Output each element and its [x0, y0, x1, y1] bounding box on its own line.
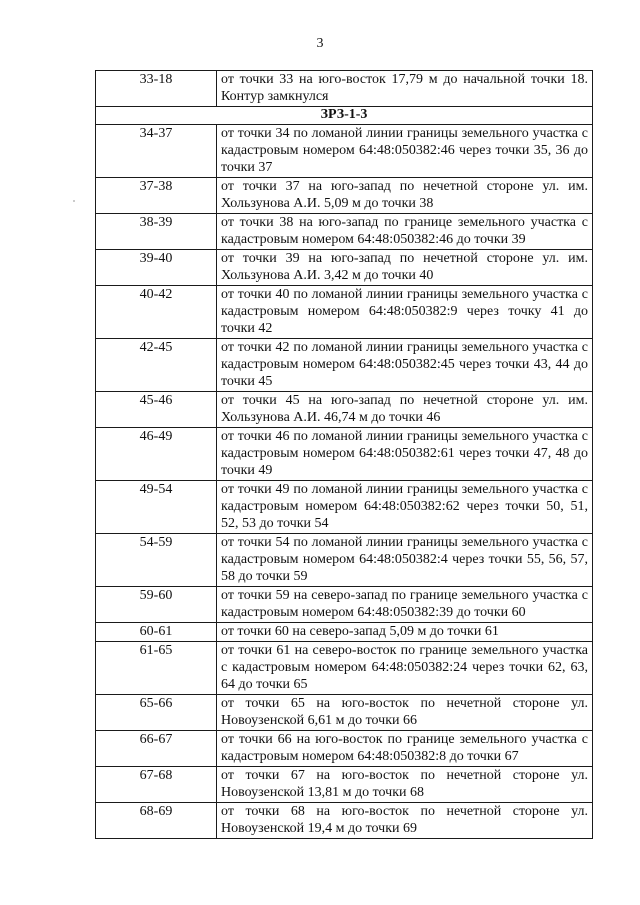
segment-cell: 40-42 — [96, 286, 217, 339]
table-row — [96, 125, 593, 178]
segment-cell: 65-66 — [96, 695, 217, 731]
description-cell: от точки 45 на юго-запад по нечетной стороне ул. им. Хользунова А.И. 46,74 м до точки 46 — [217, 392, 593, 428]
table-row — [96, 587, 593, 623]
description-cell: от точки 66 на юго-восток по границе земельного участка с кадастровым номером 64:48:050382:8 до точки 67 — [217, 731, 593, 767]
segment-cell: 66-67 — [96, 731, 217, 767]
table-row — [96, 695, 593, 731]
table-row — [96, 803, 593, 839]
table-row — [96, 286, 593, 339]
table-row — [96, 71, 593, 107]
segment-cell: 45-46 — [96, 392, 217, 428]
segment-cell: 38-39 — [96, 214, 217, 250]
table-row — [96, 428, 593, 481]
table-row — [96, 250, 593, 286]
description-cell: от точки 33 на юго-восток 17,79 м до начальной точки 18. Контур замкнулся — [217, 71, 593, 107]
description-cell: от точки 59 на северо-запад по границе земельного участка с кадастровым номером 64:48:050382:39 до точки 60 — [217, 587, 593, 623]
table-row — [96, 339, 593, 392]
table-row — [96, 642, 593, 695]
description-cell: от точки 37 на юго-запад по нечетной стороне ул. им. Хользунова А.И. 5,09 м до точки 38 — [217, 178, 593, 214]
page-number: 3 — [316, 36, 324, 51]
segment-cell: 60-61 — [96, 623, 217, 642]
description-cell: от точки 54 по ломаной линии границы земельного участка с кадастровым номером 64:48:050382:4 через точки 55, 56, 57, 58 до точки 59 — [217, 534, 593, 587]
table-row — [96, 623, 593, 642]
section-title: ЗРЗ-1-3 — [96, 107, 593, 125]
segment-cell: 61-65 — [96, 642, 217, 695]
segment-cell: 39-40 — [96, 250, 217, 286]
scan-speck — [73, 200, 75, 202]
description-cell: от точки 46 по ломаной линии границы земельного участка с кадастровым номером 64:48:050382:61 через точки 47, 48 до точки 49 — [217, 428, 593, 481]
segment-cell: 68-69 — [96, 803, 217, 839]
table-row — [96, 534, 593, 587]
segment-cell: 34-37 — [96, 125, 217, 178]
segment-cell: 67-68 — [96, 767, 217, 803]
segment-cell: 59-60 — [96, 587, 217, 623]
description-cell: от точки 60 на северо-запад 5,09 м до точки 61 — [217, 623, 593, 642]
description-cell: от точки 49 по ломаной линии границы земельного участка с кадастровым номером 64:48:050382:62 через точки 50, 51, 52, 53 до точки 54 — [217, 481, 593, 534]
table-body — [96, 71, 593, 839]
description-cell: от точки 42 по ломаной линии границы земельного участка с кадастровым номером 64:48:050382:45 через точки 43, 44 до точки 45 — [217, 339, 593, 392]
description-cell: от точки 38 на юго-запад по границе земельного участка с кадастровым номером 64:48:050382:46 до точки 39 — [217, 214, 593, 250]
table-row — [96, 178, 593, 214]
segment-cell: 49-54 — [96, 481, 217, 534]
segment-cell: 42-45 — [96, 339, 217, 392]
section-header-row — [96, 107, 593, 125]
table-row — [96, 767, 593, 803]
segment-cell: 33-18 — [96, 71, 217, 107]
segment-cell: 46-49 — [96, 428, 217, 481]
table-row — [96, 481, 593, 534]
table-row — [96, 392, 593, 428]
description-cell: от точки 61 на северо-восток по границе земельного участка с кадастровым номером 64:48:050382:24 через точки 62, 63, 64 до точки 65 — [217, 642, 593, 695]
description-cell: от точки 39 на юго-запад по нечетной стороне ул. им. Хользунова А.И. 3,42 м до точки 40 — [217, 250, 593, 286]
boundary-description-table — [95, 70, 593, 839]
description-cell: от точки 67 на юго-восток по нечетной стороне ул. Новоузенской 13,81 м до точки 68 — [217, 767, 593, 803]
description-cell: от точки 34 по ломаной линии границы земельного участка с кадастровым номером 64:48:050382:46 через точки 35, 36 до точки 37 — [217, 125, 593, 178]
description-cell: от точки 68 на юго-восток по нечетной стороне ул. Новоузенской 19,4 м до точки 69 — [217, 803, 593, 839]
table-row — [96, 731, 593, 767]
table-row — [96, 214, 593, 250]
segment-cell: 54-59 — [96, 534, 217, 587]
segment-cell: 37-38 — [96, 178, 217, 214]
description-cell: от точки 40 по ломаной линии границы земельного участка с кадастровым номером 64:48:050382:9 через точку 41 до точки 42 — [217, 286, 593, 339]
description-cell: от точки 65 на юго-восток по нечетной стороне ул. Новоузенской 6,61 м до точки 66 — [217, 695, 593, 731]
